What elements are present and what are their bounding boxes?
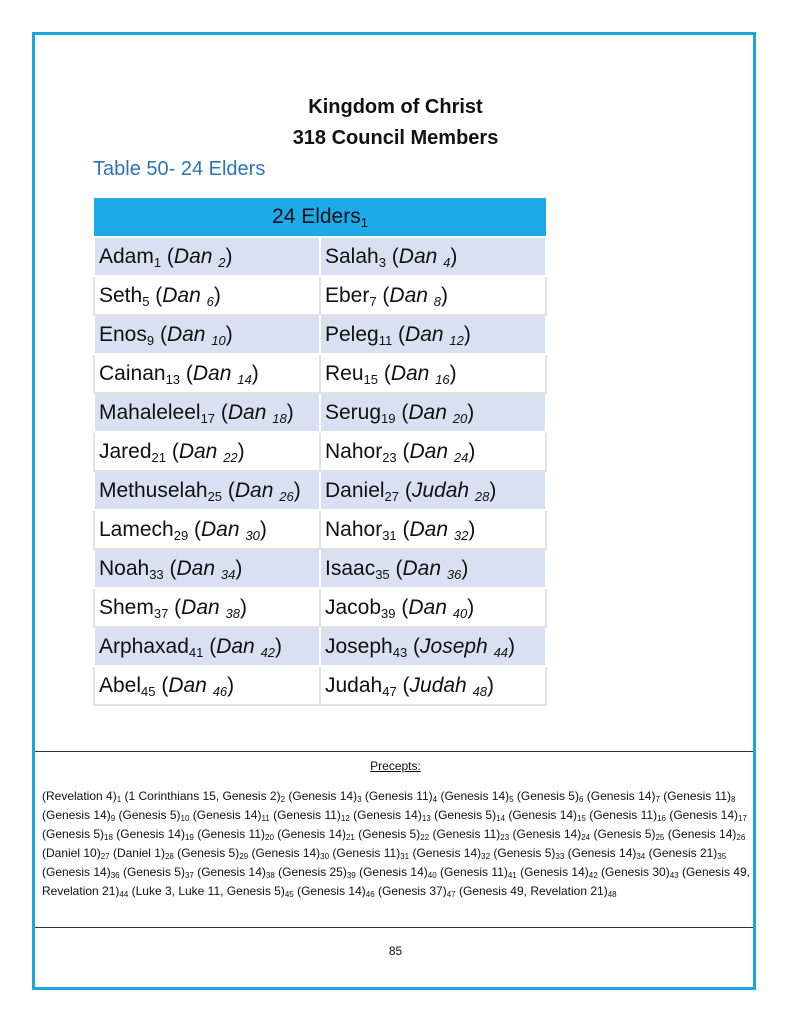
tribe-ref: 26 [279,488,294,504]
precept-ref: 29 [239,852,249,861]
elder-name: Reu [325,361,364,385]
precept-ref: 47 [446,890,456,899]
elder-ref: 39 [381,605,396,621]
elder-name: Isaac [325,556,376,580]
precept-ref: 28 [164,852,174,861]
elders-table-body [94,237,546,705]
elder-ref: 15 [363,371,378,387]
elder-ref: 9 [146,332,155,348]
precept-citation: (Genesis 14) [437,789,510,803]
precept-ref: 23 [500,833,510,842]
precept-ref: 36 [110,871,120,880]
elder-cell: Daniel$_{27}$ (Judah $_{28}$) [320,471,546,510]
elder-ref: 21 [151,449,166,465]
elder-name: Daniel [325,478,385,502]
precept-ref: 37 [184,871,194,880]
tribe-ref: 2 [218,254,226,270]
elder-tribe: Dan [409,517,449,541]
precept-ref: 31 [400,852,410,861]
precept-ref: 2 [280,795,286,804]
precept-citation: (Genesis 5) [354,827,421,841]
precept-citation: (Genesis 14) [664,827,737,841]
elder-cell: Jacob$_{39}$ (Dan $_{40}$) [320,588,546,627]
precept-ref: 40 [427,871,437,880]
elder-name: Serug [325,400,382,424]
elder-name: Mahaleleel [99,400,201,424]
elder-tribe: Dan [234,478,274,502]
elder-tribe: Dan [201,517,240,541]
table-row [94,471,546,510]
footer-divider [35,927,753,928]
precept-ref: 13 [421,814,431,823]
elder-name: Abel [99,673,142,697]
tribe-ref: 36 [446,566,462,582]
precept-citation: (Genesis 11) [429,827,501,841]
table-row [94,393,546,432]
precept-ref: 48 [607,890,617,899]
elder-name: Jared [99,439,152,463]
elder-cell: Arphaxad$_{41}$ (Dan $_{42}$) [94,627,320,666]
elder-ref: 35 [375,566,390,582]
elder-tribe: Dan [389,283,428,307]
precept-ref: 38 [265,871,275,880]
precept-citation: (1 Corinthians 15, Genesis 2) [121,789,281,803]
elder-name: Eber [325,283,370,307]
precept-ref: 4 [432,795,438,804]
table-row [94,237,546,276]
precept-ref: 44 [119,890,129,899]
precept-citation: (Genesis 14) [509,827,582,841]
precept-citation: (Daniel 10) [42,846,101,860]
elder-cell: Abel$_{45}$ (Dan $_{46}$) [94,666,320,705]
precept-ref: 1 [116,795,122,804]
precept-ref: 25 [655,833,665,842]
elder-name: Seth [99,283,143,307]
precept-ref: 24 [581,833,591,842]
precept-ref: 18 [104,833,113,842]
elder-cell: Judah$_{47}$ (Judah $_{48}$) [320,666,546,705]
elder-tribe: Dan [227,400,267,424]
precept-citation: (Genesis 11) [659,789,732,803]
elder-name: Jacob [325,595,382,619]
precept-citation: (Genesis 11) [193,827,266,841]
tribe-ref: 32 [453,527,469,543]
precept-ref: 41 [507,871,517,880]
tribe-ref: 8 [433,293,442,309]
elder-ref: 13 [165,371,181,387]
precept-citation: (Genesis 14) [666,808,739,822]
elder-name: Salah [325,244,379,268]
table-row [94,549,546,588]
elder-tribe: Judah [409,673,467,697]
precept-citation: (Genesis 30) [597,865,670,879]
elder-cell: Nahor$_{31}$ (Dan $_{32}$) [320,510,546,549]
elder-ref: 17 [200,410,216,426]
elder-cell: Serug$_{19}$ (Dan $_{20}$) [320,393,546,432]
precept-citation: (Genesis 5) [115,808,181,822]
precept-citation: (Genesis 14) [248,846,321,860]
elder-cell: Seth$_5$ (Dan $_6$) [94,276,320,315]
precept-citation: (Daniel 1) [109,846,165,860]
precept-citation: (Genesis 14) [285,789,358,803]
elder-name: Enos [99,322,147,346]
tribe-ref: 12 [449,332,464,348]
precept-ref: 19 [184,833,194,842]
elder-name: Adam [99,244,154,268]
page-number: 85 [388,944,403,958]
elder-cell: Joseph$_{43}$ (Joseph $_{44}$) [320,627,546,666]
elder-cell: Isaac$_{35}$ (Dan $_{36}$) [320,549,546,588]
elder-cell: Shem$_{37}$ (Dan $_{38}$) [94,588,320,627]
precept-ref: 27 [100,852,110,861]
table-row [94,276,546,315]
elder-name: Judah [325,673,383,697]
elder-tribe: Dan [408,400,447,424]
elder-cell: Nahor$_{23}$ (Dan $_{24}$) [320,432,546,471]
precept-citation: (Genesis 49, Revelation 21) [42,865,750,898]
elder-ref: 27 [384,488,400,504]
table-row [94,510,546,549]
elder-name: Shem [99,595,154,619]
elder-ref: 43 [392,644,408,660]
precept-citation: (Genesis 14) [409,846,482,860]
precept-ref: 30 [320,852,330,861]
precept-ref: 11 [261,814,270,823]
elder-ref: 3 [378,254,386,270]
elder-tribe: Dan [402,556,442,580]
precept-ref: 21 [345,833,355,842]
tribe-ref: 46 [212,683,228,699]
precept-citation: (Genesis 5) [173,846,240,860]
elder-name: Lamech [99,517,174,541]
precept-citation: (Genesis 5) [42,827,105,841]
elder-tribe: Judah [411,478,470,502]
precepts-text [42,787,750,901]
elder-ref: 23 [382,449,397,465]
elder-name: Methuselah [99,478,208,502]
precept-citation: (Genesis 5) [590,827,656,841]
tribe-ref: 4 [443,254,451,270]
precept-ref: 33 [555,852,565,861]
precept-citation: (Genesis 14) [564,846,637,860]
precept-citation: (Revelation 4) [42,789,117,803]
precept-ref: 34 [636,852,646,861]
elder-ref: 47 [382,683,397,699]
elder-tribe: Dan [176,556,216,580]
precept-citation: (Genesis 5) [490,846,556,860]
elder-tribe: Dan [216,634,255,658]
elder-ref: 37 [153,605,169,621]
precept-citation: (Genesis 11) [361,789,433,803]
precept-citation: (Genesis 5) [119,865,185,879]
precept-citation: (Genesis 14) [42,808,111,822]
elder-name: Peleg [325,322,379,346]
precept-citation: (Genesis 49, Revelation 21) [455,884,608,898]
elder-cell: Enos$_9$ (Dan $_{10}$) [94,315,320,354]
precept-ref: 39 [346,871,356,880]
table-row [94,315,546,354]
precept-citation: (Genesis 5) [513,789,579,803]
elder-tribe: Dan [166,322,206,346]
elder-tribe: Dan [181,595,220,619]
precept-ref: 9 [110,814,116,823]
page-subtitle: 318 Council Members [292,127,499,149]
tribe-ref: 16 [435,371,450,387]
elder-tribe: Dan [178,439,218,463]
elder-ref: 29 [173,527,189,543]
table-row [94,354,546,393]
precept-ref: 12 [340,814,350,823]
elder-name: Arphaxad [99,634,189,658]
elder-ref: 25 [207,488,223,504]
elder-cell: Noah$_{33}$ (Dan $_{34}$) [94,549,320,588]
elder-cell: Lamech$_{29}$ (Dan $_{30}$) [94,510,320,549]
table-row [94,588,546,627]
precept-ref: 17 [738,814,747,823]
precept-citation: (Luke 3, Luke 11, Genesis 5) [128,884,285,898]
precept-citation: (Genesis 5) [430,808,497,822]
table-header-label: 24 Elders [272,205,361,228]
tribe-ref: 40 [452,605,468,621]
elder-cell: Reu$_{15}$ (Dan $_{16}$) [320,354,546,393]
tribe-ref: 14 [237,371,252,387]
precept-ref: 15 [577,814,586,823]
tribe-ref: 6 [206,293,214,309]
elder-cell: Peleg$_{11}$ (Dan $_{12}$) [320,315,546,354]
tribe-ref: 42 [260,644,276,660]
elder-cell: Jared$_{21}$ (Dan $_{22}$) [94,432,320,471]
elder-name: Noah [99,556,150,580]
precept-ref: 22 [420,833,430,842]
tribe-ref: 28 [474,488,490,504]
elder-ref: 41 [188,644,204,660]
table-header-ref: 1 [360,215,368,230]
elder-ref: 7 [369,293,377,309]
precept-ref: 3 [357,795,362,804]
precept-ref: 8 [731,795,736,804]
footnote-divider [35,751,753,752]
precept-citation: (Genesis 14) [189,808,262,822]
elder-cell: Methuselah$_{25}$ (Dan $_{26}$) [94,471,320,510]
elder-cell: Adam$_1$ (Dan $_2$) [94,237,320,276]
elder-ref: 1 [153,254,162,270]
precept-ref: 16 [657,814,666,823]
precept-citation: (Genesis 14) [583,789,656,803]
precept-ref: 46 [365,890,375,899]
elder-name: Nahor [325,517,383,541]
precept-citation: (Genesis 37) [374,884,447,898]
elders-table [93,198,547,706]
elder-tribe: Dan [168,673,207,697]
elder-tribe: Joseph [420,634,488,658]
tribe-ref: 44 [493,644,509,660]
tribe-ref: 38 [225,605,240,621]
elder-ref: 33 [149,566,164,582]
precept-citation: (Genesis 14) [505,808,578,822]
elder-ref: 19 [381,410,396,426]
elder-tribe: Dan [398,244,438,268]
table-row [94,627,546,666]
precept-ref: 10 [180,814,190,823]
precept-citation: (Genesis 14) [112,827,185,841]
precept-ref: 42 [588,871,598,880]
tribe-ref: 10 [211,332,226,348]
table-row [94,666,546,705]
tribe-ref: 24 [453,449,469,465]
tribe-ref: 20 [452,410,468,426]
elder-tribe: Dan [409,439,449,463]
precept-citation: (Genesis 14) [42,865,111,879]
elder-ref: 45 [141,683,156,699]
elder-ref: 5 [142,293,150,309]
precept-citation: (Genesis 11) [269,808,341,822]
elder-ref: 31 [382,527,397,543]
precept-citation: (Genesis 11) [436,865,508,879]
precept-ref: 7 [655,795,660,804]
elder-tribe: Dan [173,244,213,268]
precept-ref: 35 [717,852,727,861]
precept-ref: 5 [509,795,514,804]
tribe-ref: 18 [272,410,287,426]
precept-citation: (Genesis 11) [329,846,401,860]
precepts-label: Precepts: [370,759,421,773]
table-header [94,198,546,237]
elder-name: Joseph [325,634,393,658]
elder-name: Nahor [325,439,383,463]
precept-ref: 43 [669,871,679,880]
precept-citation: (Genesis 14) [293,884,366,898]
precept-citation: (Genesis 11) [585,808,658,822]
elder-name: Cainan [99,361,166,385]
table-caption: Table 50- 24 Elders [93,158,266,180]
elder-tribe: Dan [408,595,447,619]
elder-tribe: Dan [162,283,201,307]
precept-citation: (Genesis 14) [355,865,428,879]
precept-citation: (Genesis 14) [516,865,589,879]
elder-cell: Cainan$_{13}$ (Dan $_{14}$) [94,354,320,393]
tribe-ref: 48 [472,683,488,699]
tribe-ref: 30 [245,527,260,543]
elder-cell: Salah$_3$ (Dan $_4$) [320,237,546,276]
precept-ref: 26 [736,833,746,842]
page-title: Kingdom of Christ [308,96,483,118]
elder-tribe: Dan [192,361,232,385]
elder-ref: 11 [378,332,393,348]
precept-ref: 20 [265,833,274,842]
precept-citation: (Genesis 14) [273,827,346,841]
tribe-ref: 22 [223,449,238,465]
elder-cell: Mahaleleel$_{17}$ (Dan $_{18}$) [94,393,320,432]
precept-ref: 45 [284,890,294,899]
precept-citation: (Genesis 14) [349,808,422,822]
precept-citation: (Genesis 25) [274,865,347,879]
tribe-ref: 34 [220,566,236,582]
elder-tribe: Dan [390,361,430,385]
precept-ref: 32 [481,852,491,861]
precept-citation: (Genesis 14) [193,865,266,879]
elder-cell: Eber$_7$ (Dan $_8$) [320,276,546,315]
elder-tribe: Dan [405,322,444,346]
precept-ref: 6 [578,795,584,804]
table-row [94,432,546,471]
precept-citation: (Genesis 21) [645,846,718,860]
precept-ref: 14 [496,814,506,823]
